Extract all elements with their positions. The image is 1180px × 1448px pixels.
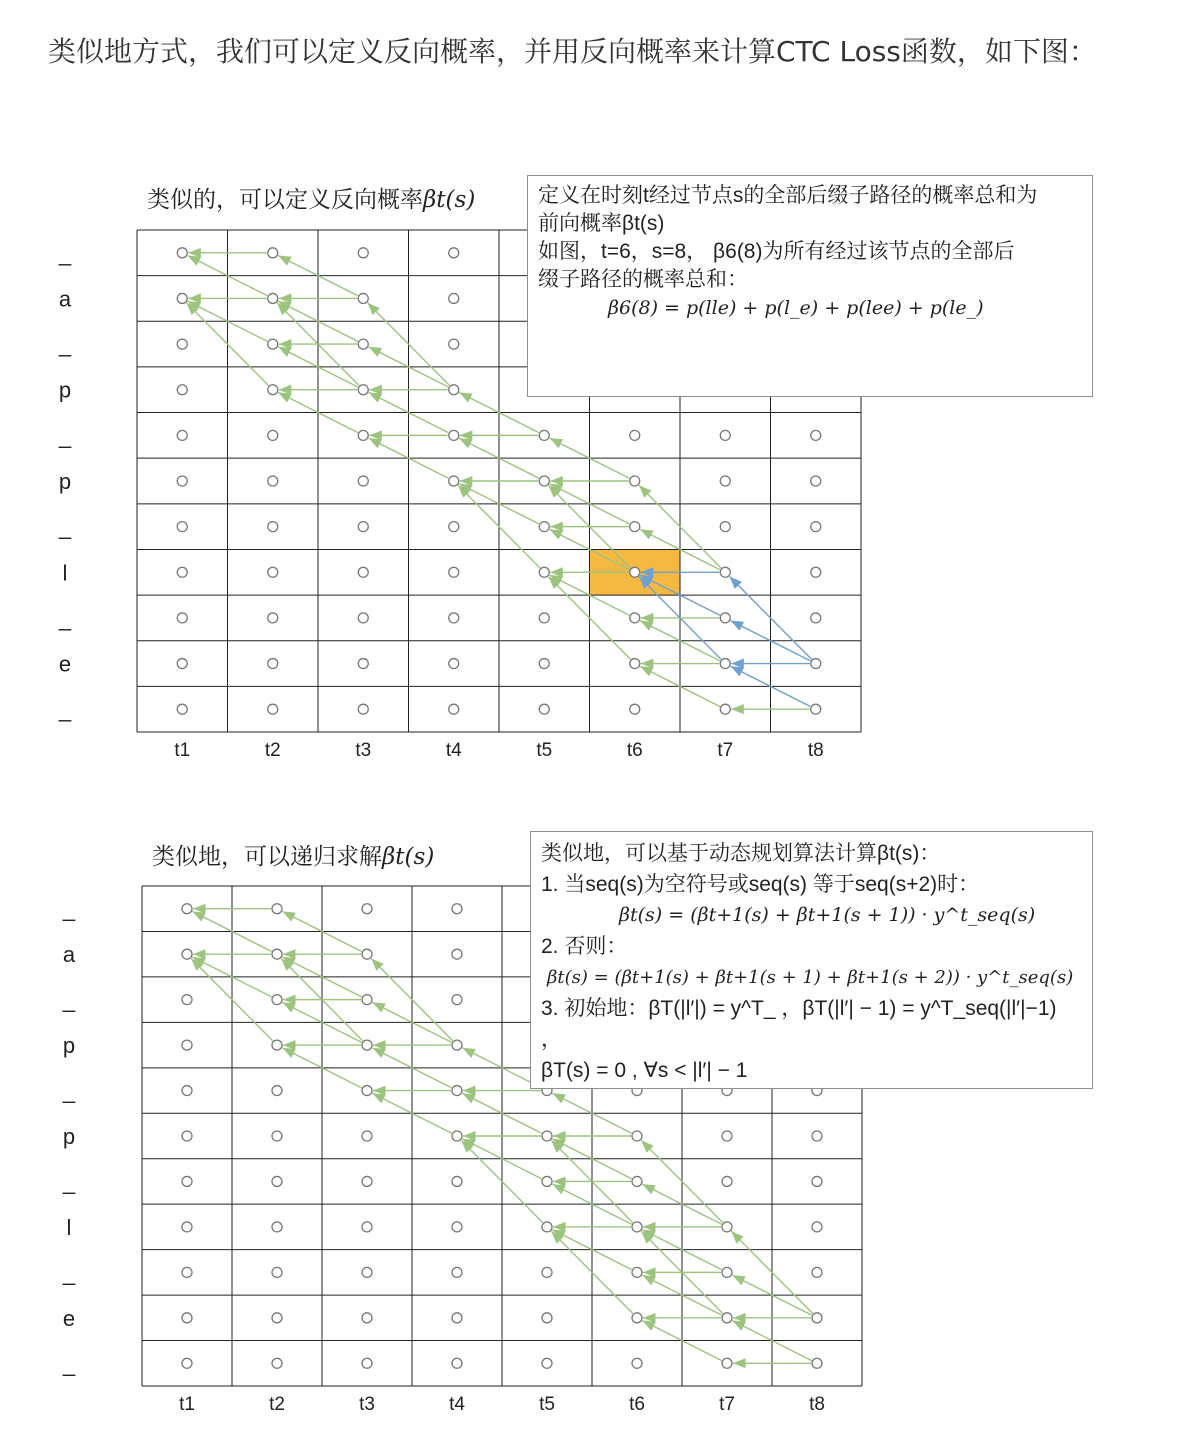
figure-1-title-text: 类似的，可以定义反向概率 [147,186,423,212]
lattice-node [542,1131,552,1141]
lattice-node [632,1267,642,1277]
lattice-node [452,1131,462,1141]
lattice-node [722,1267,732,1277]
lattice-node [452,1040,462,1050]
lattice-node [542,1267,552,1277]
row-label: p [58,469,72,494]
time-label: t5 [539,1394,555,1415]
lattice-node [722,1131,732,1141]
figure-2-title-math: βt(s) [382,844,435,870]
box-line: 1. 当seq(s)为空符号或seq(s) 等于seq(s+2)时： [541,873,980,896]
lattice-node [362,995,372,1005]
lattice-node [272,1313,282,1323]
row-label: _ [62,1169,76,1195]
lattice-node [272,1267,282,1277]
row-label: p [62,1124,76,1149]
box-line: 如图，t=6，s=8， β6(8)为所有经过该节点的全部后 [538,240,1015,263]
row-label: _ [58,514,72,540]
row-label: e [58,651,72,677]
row-label: _ [62,896,76,922]
lattice-node [452,1313,462,1323]
lattice-node [182,1358,192,1368]
row-label: _ [62,987,76,1013]
lattice-node [632,1176,642,1186]
lattice-node [812,1358,822,1368]
lattice-node [812,1267,822,1277]
box-equation: βt(s) = (βt+1(s) + βt+1(s + 1) + βt+1(s + 2)) · y^t_seq(s) [547,967,1074,988]
row-label: _ [58,332,72,358]
lattice-node [182,1222,192,1232]
lattice-node [272,1358,282,1368]
lattice-node [272,1176,282,1186]
box-line: 类似地，可以基于动态规划算法计算βt(s)： [541,842,941,865]
box-line: 3. 初始地：βT(|l′|) = y^T_ ，βT(|l′| − 1) = y^T_seq(|l′|−1) ， [541,997,1057,1051]
lattice-node [722,1358,732,1368]
lattice-node [362,1176,372,1186]
lattice-node [182,1040,192,1050]
lattice-node [362,1040,372,1050]
lattice-node [452,1358,462,1368]
recursion-box [530,831,1093,1089]
row-label: _ [62,1351,76,1377]
lattice-node [722,1222,732,1232]
lattice-node [452,1222,462,1232]
lattice-node [182,1176,192,1186]
time-label: t2 [264,740,281,761]
row-label: e [62,1305,76,1331]
lattice-node [272,1222,282,1232]
lattice-node [272,949,282,959]
lattice-node [722,1313,732,1323]
box-line: 定义在时刻t经过节点s的全部后缀子路径的概率总和为 [538,184,1038,207]
time-label: t8 [807,740,824,761]
lattice-node [542,1176,552,1186]
lattice-node [812,1313,822,1323]
time-label: t6 [629,1394,645,1415]
lattice-node [452,1267,462,1277]
lattice-node [362,1086,372,1096]
lattice-node [542,1313,552,1323]
lattice-node [362,904,372,914]
time-label: t6 [626,740,643,761]
lattice-node [632,1313,642,1323]
lattice-node [272,1040,282,1050]
lattice-node [272,904,282,914]
lattice-node [542,1222,552,1232]
row-label: _ [58,240,72,266]
box-line: 前向概率βt(s) [538,212,665,235]
row-label: _ [62,1260,76,1286]
row-label: _ [58,605,72,631]
time-label: t3 [359,1394,375,1415]
lattice-node [812,1222,822,1232]
lattice-node [362,1222,372,1232]
box-equation: β6(8) = p(lle) + p(l_e) + p(lee) + p(le_) [608,297,984,319]
figure-2-title [152,838,434,871]
lattice-node [452,949,462,959]
lattice-node [362,1131,372,1141]
box-line: 缀子路径的概率总和： [538,268,748,291]
row-label: _ [58,423,72,449]
time-label: t1 [179,1394,195,1415]
time-label: t2 [269,1394,285,1415]
lattice-node [542,1358,552,1368]
box-line: βT(s) = 0 , ∀s < |l′| − 1 [541,1059,748,1082]
row-label: l [62,560,68,586]
lattice-node [632,1358,642,1368]
time-label: t4 [445,740,462,761]
lattice-node [452,904,462,914]
time-label: t4 [449,1394,465,1415]
lattice-node [452,1176,462,1186]
row-label: l [66,1214,72,1240]
lattice-node [362,1313,372,1323]
time-label: t3 [355,740,372,761]
row-label: _ [62,1078,76,1104]
box-equation: βt(s) = (βt+1(s) + βt+1(s + 1)) · y^t_seq(s) [619,904,1036,926]
lattice-node [362,949,372,959]
row-label: p [58,377,72,403]
lattice-node [272,1086,282,1096]
lattice-node [182,1086,192,1096]
lattice-node [632,1131,642,1141]
row-label: _ [58,697,72,723]
lattice-node [362,1358,372,1368]
lattice-node [632,1222,642,1232]
row-label: a [62,942,76,968]
lattice-node [182,949,192,959]
time-label: t1 [174,740,191,761]
lattice-node [452,1086,462,1096]
lattice-node [182,1131,192,1141]
lattice-node [362,1267,372,1277]
time-label: t7 [717,740,734,761]
lattice-node [182,904,192,914]
lattice-node [182,1267,192,1277]
lattice-node [812,1131,822,1141]
lattice-node [812,1176,822,1186]
time-label: t5 [536,740,553,761]
row-label: p [62,1033,76,1059]
time-label: t7 [719,1394,735,1415]
figure-2-title-text: 类似地，可以递归求解 [152,843,382,869]
lattice-node [452,995,462,1005]
lattice-node [182,1313,192,1323]
lattice-node [722,1176,732,1186]
lattice-node [272,1131,282,1141]
lattice-node [272,995,282,1005]
lattice-node [182,995,192,1005]
figure-1-title-math: βt(s) [423,187,476,213]
row-label: a [58,286,72,312]
intro-paragraph: 类似地方式，我们可以定义反向概率，并用反向概率来计算CTC Loss函数，如下图： [48,35,1097,68]
box-line: 2. 否则： [541,935,628,958]
time-label: t8 [809,1394,825,1415]
